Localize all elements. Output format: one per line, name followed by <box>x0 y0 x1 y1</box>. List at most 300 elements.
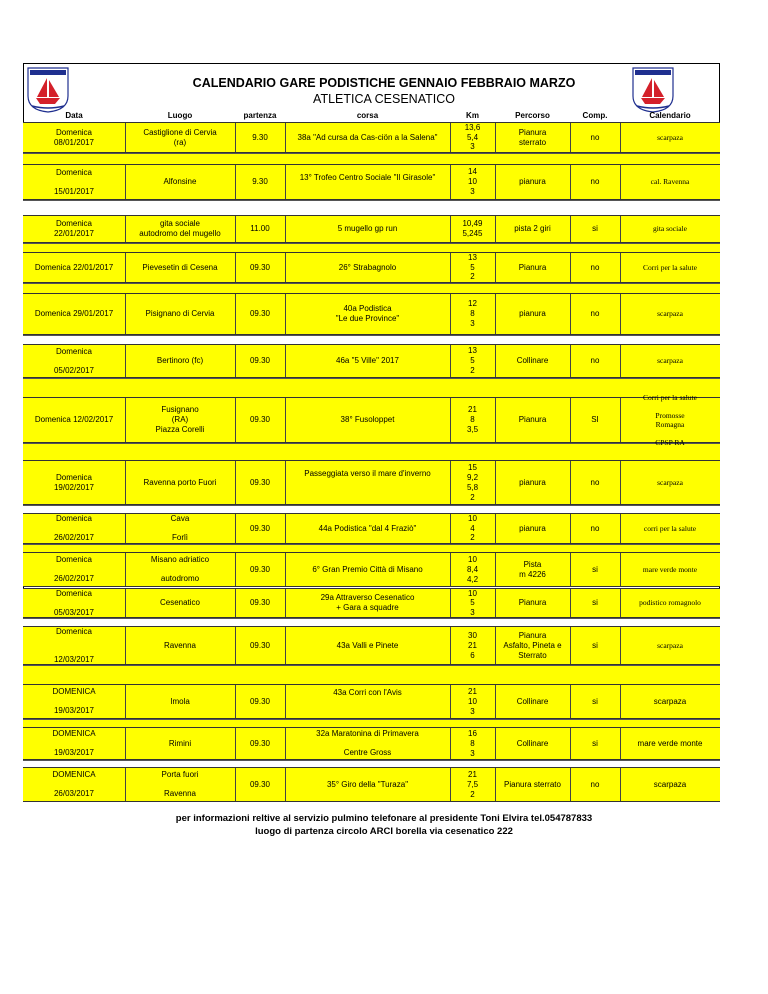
cell-corsa <box>285 627 450 664</box>
corsa-line: + Gara a squadre <box>336 603 399 612</box>
km-line: 10 <box>468 589 477 598</box>
km-line: 3 <box>470 706 475 716</box>
cell-percorso <box>495 627 570 664</box>
cell-partenza <box>235 728 285 759</box>
comp-line: si <box>592 598 598 607</box>
cell-comp <box>570 685 620 718</box>
luogo-line: Piazza Corelli <box>155 425 205 434</box>
partenza-line: 09.30 <box>249 415 271 424</box>
data-line: 19/03/2017 <box>53 706 95 715</box>
cell-comp <box>570 123 620 152</box>
corsa-line: 43a Corri con l'Avis <box>333 687 402 697</box>
row-separator <box>23 443 720 460</box>
row-separator <box>23 544 720 552</box>
comp-line: no <box>590 262 600 272</box>
km-line: 10 <box>468 514 477 523</box>
km-line: 7,5 <box>466 779 479 789</box>
row-separator <box>23 283 720 293</box>
cell-data <box>23 553 125 586</box>
cell-percorso <box>495 294 570 334</box>
race-row <box>23 293 720 335</box>
percorso-line: pianura <box>519 523 546 533</box>
cell-comp <box>570 589 620 617</box>
luogo-line: Ravenna porto Fuori <box>143 477 217 487</box>
cell-calendario <box>620 627 720 664</box>
race-row <box>23 215 720 243</box>
calendario-line: corri per la salute <box>643 523 697 533</box>
corsa-line: 5 mugello gp run <box>337 224 398 233</box>
partenza-line: 09.30 <box>249 309 271 318</box>
partenza-line: 09.30 <box>249 564 271 574</box>
cell-comp <box>570 728 620 759</box>
percorso-line: Collinare <box>516 696 549 706</box>
cell-km <box>450 627 495 664</box>
cell-km <box>450 123 495 152</box>
corsa-line: 38a "Ad cursa da Cas-ciön a la Salena" <box>297 132 438 142</box>
cell-corsa <box>285 123 450 152</box>
race-row <box>23 344 720 378</box>
km-line: 5 <box>470 598 475 608</box>
luogo-line: Forlì <box>172 533 188 542</box>
cell-comp <box>570 165 620 199</box>
cell-percorso <box>495 345 570 377</box>
km-line: 3,5 <box>466 425 479 434</box>
cell-comp <box>570 768 620 801</box>
corsa-line: 29a Attraverso Cesenatico <box>320 593 415 602</box>
page-title: CALENDARIO GARE PODISTICHE GENNAIO FEBBRAIO MARZO <box>192 76 576 90</box>
partenza-line: 9.30 <box>252 132 268 142</box>
luogo-line: autodromo <box>160 574 200 583</box>
row-separator <box>23 719 720 727</box>
luogo-line: Imola <box>170 696 190 706</box>
cell-data <box>23 685 125 718</box>
km-line: 16 <box>468 728 477 738</box>
cell-calendario <box>620 345 720 377</box>
cell-km <box>450 345 495 377</box>
luogo-line: Porta fuori <box>161 770 199 779</box>
cell-km <box>450 253 495 282</box>
column-header-percorso: Percorso <box>515 111 550 120</box>
calendario-line: scarpaza <box>653 696 687 706</box>
cell-luogo <box>125 345 235 377</box>
race-row <box>23 252 720 283</box>
cell-corsa <box>285 589 450 617</box>
corsa-line: 32a Maratonina di Primavera <box>316 729 419 738</box>
cell-data <box>23 514 125 543</box>
cell-partenza <box>235 123 285 152</box>
comp-line: SI <box>591 415 599 424</box>
race-row <box>23 460 720 505</box>
luogo-line: Fusignano <box>161 405 199 414</box>
row-separator <box>23 200 720 215</box>
column-header-data: Data <box>65 111 83 120</box>
cell-partenza <box>235 165 285 199</box>
data-line: Domenica 12/02/2017 <box>34 415 114 424</box>
luogo-line: Ravenna <box>163 640 197 650</box>
comp-line: no <box>590 177 600 186</box>
cell-comp <box>570 461 620 504</box>
sailboat-emblem-icon <box>629 66 677 114</box>
comp-line: si <box>592 738 598 748</box>
cell-percorso <box>495 398 570 442</box>
corsa-line: 40a Podistica <box>343 304 392 313</box>
cell-percorso <box>495 216 570 242</box>
cell-corsa <box>285 685 450 718</box>
data-line: Domenica <box>55 589 92 598</box>
data-line: 05/03/2017 <box>53 607 95 617</box>
corsa-line: 43a Valli e Pinete <box>336 640 399 650</box>
corsa-line: Passeggiata verso il mare d'inverno <box>304 468 431 478</box>
page-subtitle: ATLETICA CESENATICO <box>313 92 455 106</box>
cell-calendario <box>620 294 720 334</box>
cell-luogo <box>125 627 235 664</box>
km-line: 9,2 <box>466 472 479 482</box>
cell-comp <box>570 398 620 442</box>
luogo-line: Castiglione di Cervia <box>143 127 217 137</box>
luogo-line: Pisignano di Cervia <box>145 309 215 318</box>
luogo-line: gita sociale <box>159 219 201 228</box>
luogo-line: (ra) <box>173 137 187 147</box>
row-separator <box>23 760 720 767</box>
cell-km <box>450 553 495 586</box>
luogo-line: Cesenatico <box>159 598 201 607</box>
race-row <box>23 513 720 544</box>
cell-partenza <box>235 553 285 586</box>
partenza-line: 09.30 <box>249 640 271 650</box>
corsa-line: 26° Strabagnolo <box>338 262 397 272</box>
km-line: 3 <box>470 187 475 196</box>
data-line: Domenica <box>55 346 92 356</box>
calendario-line: scarpaza <box>657 640 683 650</box>
cell-corsa <box>285 165 450 199</box>
club-logo-right <box>629 66 677 114</box>
km-line: 8 <box>470 415 475 424</box>
corsa-line: "Le due Province" <box>335 314 400 323</box>
cell-km <box>450 728 495 759</box>
row-separator <box>23 665 720 684</box>
km-line: 5,4 <box>466 132 479 142</box>
corsa-line: 46a "5 Ville" 2017 <box>336 356 399 365</box>
data-line: Domenica <box>55 127 92 137</box>
cell-comp <box>570 216 620 242</box>
cell-percorso <box>495 123 570 152</box>
cell-km <box>450 514 495 543</box>
cell-data <box>23 253 125 282</box>
percorso-line: Pianura <box>518 262 547 272</box>
percorso-line: pianura <box>519 177 546 186</box>
cell-comp <box>570 253 620 282</box>
luogo-line: Ravenna <box>163 789 197 798</box>
cell-partenza <box>235 589 285 617</box>
percorso-line: pianura <box>519 309 546 318</box>
km-line: 3 <box>470 319 475 328</box>
cell-data <box>23 216 125 242</box>
corsa-line: 44a Podistica "dal 4 Fraziò" <box>318 523 417 533</box>
cell-partenza <box>235 461 285 504</box>
race-row <box>23 122 720 153</box>
percorso-line: sterrato <box>518 137 547 147</box>
cell-percorso <box>495 685 570 718</box>
data-line: 12/03/2017 <box>53 654 95 664</box>
km-line: 8 <box>470 309 475 318</box>
cell-comp <box>570 294 620 334</box>
cell-km <box>450 461 495 504</box>
percorso-line: Pianura <box>518 127 547 137</box>
km-line: 4 <box>470 523 475 533</box>
calendario-line: scarpaza <box>653 779 687 789</box>
calendario-line: scarpaza <box>657 477 683 487</box>
cell-data <box>23 589 125 617</box>
luogo-line: (RA) <box>171 415 189 424</box>
calendario-line: podistico romagnolo <box>639 598 701 607</box>
cell-partenza <box>235 627 285 664</box>
cell-comp <box>570 345 620 377</box>
km-line: 13 <box>468 253 477 262</box>
data-line: 19/03/2017 <box>53 748 95 757</box>
cell-comp <box>570 627 620 664</box>
luogo-line: Cava <box>170 514 190 523</box>
row-separator <box>23 378 720 397</box>
km-line: 21 <box>468 769 477 779</box>
data-line: DOMENICA <box>52 770 96 779</box>
cell-luogo <box>125 398 235 442</box>
cell-percorso <box>495 461 570 504</box>
calendario-line: Romagna <box>655 420 685 429</box>
cell-luogo <box>125 728 235 759</box>
cell-luogo <box>125 165 235 199</box>
cell-km <box>450 768 495 801</box>
corsa-line: 38° Fusoloppet <box>340 415 395 424</box>
column-header-calendario: Calendario <box>649 111 691 120</box>
data-line: Domenica <box>55 627 92 636</box>
data-line: DOMENICA <box>52 729 96 738</box>
cell-corsa <box>285 398 450 442</box>
corsa-line: 6° Gran Premio Città di Misano <box>312 564 423 574</box>
column-header-partenza: partenza <box>243 111 277 120</box>
partenza-line: 09.30 <box>249 477 271 487</box>
cell-km <box>450 165 495 199</box>
race-row <box>23 767 720 802</box>
race-row <box>23 588 720 618</box>
cell-corsa <box>285 553 450 586</box>
calendario-line: scarpaza <box>657 132 683 142</box>
km-line: 2 <box>470 272 475 282</box>
cell-calendario <box>620 123 720 152</box>
cell-data <box>23 165 125 199</box>
cell-data <box>23 627 125 664</box>
km-line: 21 <box>468 640 477 650</box>
cell-partenza <box>235 768 285 801</box>
cell-data <box>23 123 125 152</box>
data-line: 08/01/2017 <box>53 137 95 147</box>
cell-luogo <box>125 294 235 334</box>
data-line: DOMENICA <box>52 687 96 696</box>
cell-luogo <box>125 553 235 586</box>
km-line: 14 <box>468 167 477 176</box>
cell-luogo <box>125 123 235 152</box>
cell-corsa <box>285 728 450 759</box>
calendario-line: mare verde monte <box>642 564 698 574</box>
percorso-line: Pista <box>523 559 542 569</box>
cell-corsa <box>285 768 450 801</box>
cell-calendario <box>620 216 720 242</box>
comp-line: si <box>592 564 598 574</box>
km-line: 6 <box>470 650 475 660</box>
cell-corsa <box>285 461 450 504</box>
cell-data <box>23 728 125 759</box>
comp-line: no <box>590 309 600 318</box>
partenza-line: 09.30 <box>249 738 271 748</box>
cell-percorso <box>495 728 570 759</box>
data-line: 26/03/2017 <box>53 789 95 798</box>
cell-data <box>23 398 125 442</box>
percorso-line: Pianura <box>518 630 547 640</box>
cell-km <box>450 216 495 242</box>
percorso-line: m 4226 <box>519 569 546 579</box>
data-line: Domenica <box>55 167 92 177</box>
km-line: 30 <box>468 630 477 640</box>
race-row <box>23 626 720 665</box>
percorso-line: Collinare <box>516 738 549 748</box>
partenza-line: 09.30 <box>249 696 271 706</box>
percorso-line: Pianura <box>518 598 547 607</box>
comp-line: no <box>590 523 600 533</box>
race-row <box>23 552 720 587</box>
calendario-line: Corri per la salute <box>643 393 697 402</box>
cell-partenza <box>235 398 285 442</box>
km-line: 10 <box>468 554 477 564</box>
cell-data <box>23 768 125 801</box>
km-line: 5 <box>470 262 475 272</box>
cell-data <box>23 461 125 504</box>
km-line: 13 <box>468 346 477 355</box>
row-separator <box>23 153 720 164</box>
cell-luogo <box>125 768 235 801</box>
data-line: Domenica 22/01/2017 <box>34 262 114 272</box>
km-line: 2 <box>470 492 475 502</box>
km-line: 21 <box>468 405 477 414</box>
data-line: 15/01/2017 <box>53 186 95 196</box>
cell-calendario <box>620 685 720 718</box>
cell-calendario <box>620 461 720 504</box>
cell-luogo <box>125 589 235 617</box>
percorso-line: Collinare <box>516 356 549 365</box>
km-line: 13,6 <box>464 123 481 132</box>
km-line: 15 <box>468 462 477 472</box>
km-line: 3 <box>470 748 475 758</box>
cell-percorso <box>495 165 570 199</box>
km-line: 3 <box>470 142 475 152</box>
km-line: 10 <box>468 696 477 706</box>
cell-calendario <box>620 728 720 759</box>
cell-corsa <box>285 514 450 543</box>
cell-luogo <box>125 216 235 242</box>
race-row <box>23 684 720 719</box>
partenza-line: 09.30 <box>249 262 271 272</box>
km-line: 5,245 <box>462 229 483 238</box>
percorso-line: Asfalto, Pineta e <box>503 640 562 650</box>
data-line: Domenica <box>55 555 92 564</box>
data-line: 05/02/2017 <box>53 365 95 375</box>
cell-partenza <box>235 685 285 718</box>
cell-calendario <box>620 165 720 199</box>
partenza-line: 09.30 <box>249 598 271 607</box>
luogo-line: Pievesetin di Cesena <box>142 262 218 272</box>
cell-km <box>450 294 495 334</box>
comp-line: no <box>590 477 600 487</box>
calendario-line: scarpaza <box>657 356 683 365</box>
calendario-line: CPSP RA <box>655 438 685 447</box>
km-line: 3 <box>470 607 475 617</box>
comp-line: no <box>590 356 600 365</box>
km-line: 5,8 <box>466 482 479 492</box>
luogo-line: Bertinoro (fc) <box>156 356 204 365</box>
cell-comp <box>570 553 620 586</box>
cell-corsa <box>285 253 450 282</box>
cell-calendario <box>620 553 720 586</box>
cell-percorso <box>495 514 570 543</box>
partenza-line: 11.00 <box>250 224 270 233</box>
cell-percorso <box>495 768 570 801</box>
race-row <box>23 727 720 760</box>
cell-luogo <box>125 514 235 543</box>
sailboat-emblem-icon <box>24 66 72 114</box>
cell-calendario <box>620 253 720 282</box>
cell-data <box>23 345 125 377</box>
club-logo-left <box>24 66 72 114</box>
cell-km <box>450 398 495 442</box>
corsa-line: 35° Giro della "Turaza" <box>326 779 409 789</box>
luogo-line: Rimini <box>168 738 192 748</box>
footer-line-2: luogo di partenza circolo ARCI borella via cesenatico 222 <box>255 826 513 837</box>
km-line: 10 <box>468 177 477 186</box>
data-line: 26/02/2017 <box>53 574 95 583</box>
percorso-line: pista 2 giri <box>514 224 551 233</box>
cell-km <box>450 589 495 617</box>
comp-line: si <box>592 696 598 706</box>
cell-partenza <box>235 514 285 543</box>
cell-calendario <box>620 393 720 447</box>
calendario-line: cal. Ravenna <box>650 177 690 186</box>
cell-calendario <box>620 589 720 617</box>
km-line: 2 <box>470 366 475 375</box>
comp-line: no <box>590 132 600 142</box>
cell-luogo <box>125 685 235 718</box>
row-separator <box>23 335 720 344</box>
partenza-line: 9.30 <box>252 177 268 186</box>
data-line: Domenica <box>55 219 92 228</box>
row-separator <box>23 618 720 626</box>
race-row <box>23 393 720 447</box>
calendario-line: gita sociale <box>653 224 687 233</box>
cell-partenza <box>235 253 285 282</box>
cell-partenza <box>235 294 285 334</box>
cell-km <box>450 685 495 718</box>
cell-partenza <box>235 345 285 377</box>
column-header-luogo: Luogo <box>167 111 193 120</box>
km-line: 21 <box>468 686 477 696</box>
km-line: 2 <box>470 789 475 799</box>
race-row <box>23 164 720 200</box>
km-line: 12 <box>468 299 477 308</box>
calendario-line: mare verde monte <box>637 738 703 748</box>
calendario-line: Promosse <box>655 411 685 420</box>
km-line: 8 <box>470 738 475 748</box>
cell-calendario <box>620 514 720 543</box>
percorso-line: pianura <box>519 477 546 487</box>
cell-luogo <box>125 461 235 504</box>
km-line: 10,49 <box>462 219 483 228</box>
